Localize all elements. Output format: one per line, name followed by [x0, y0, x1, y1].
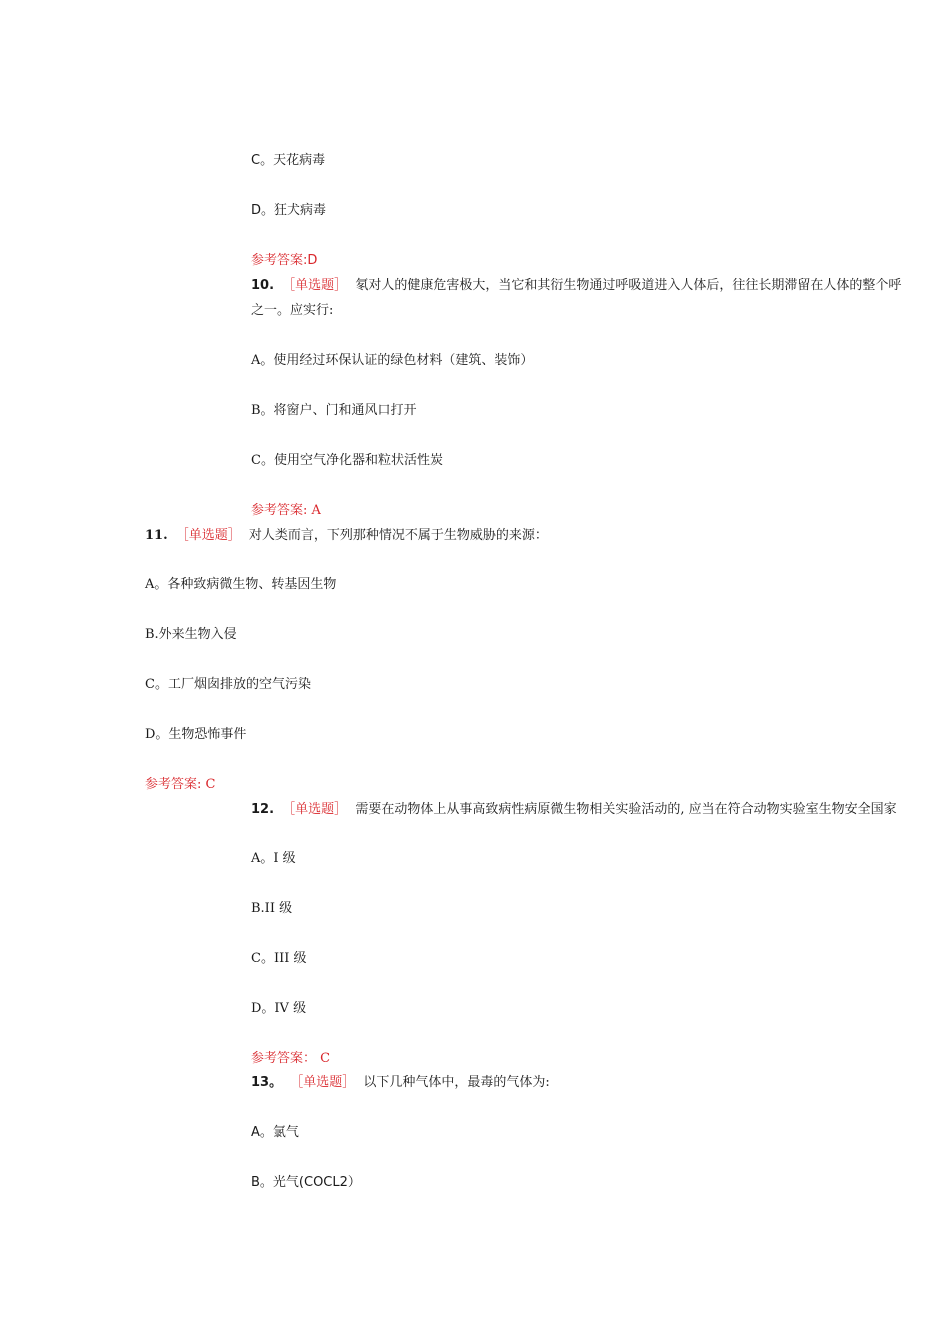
q9-option-c: C。天花病毒 [251, 153, 326, 168]
q10-option-c: C。使用空气净化器和粒状活性炭 [251, 453, 443, 468]
q12-option-b: B.II 级 [251, 901, 293, 916]
q10-question [251, 277, 905, 295]
q11-option-d: D。生物恐怖事件 [145, 727, 247, 742]
q13-text: 以下几种气体中，最毒的气体为: [363, 1075, 550, 1090]
q13-option-a: A。氯气 [251, 1125, 299, 1140]
q10-option-b: B。将窗户、门和通风口打开 [251, 403, 417, 418]
q9-answer-label: 参考答案: [251, 253, 308, 268]
q13-type: ［单选题］ [290, 1075, 356, 1090]
q11-text: 对人类而言，下列那种情况不属于生物威胁的来源： [248, 528, 548, 543]
q10-number: 10. [251, 278, 275, 293]
q11-question [145, 527, 552, 545]
q13-option-b: B。光气(COCL2） [251, 1175, 361, 1190]
q10-text-line1: 氡对人的健康危害极大，当它和其衍生物通过呼吸道进入人体后，往往长期滞留在人体的整个呼 [355, 278, 902, 293]
q10-option-a: A。使用经过环保认证的绿色材料（建筑、装饰） [251, 353, 534, 368]
q11-number: 11. [145, 528, 168, 543]
q9-answer [251, 252, 317, 270]
q11-option-c: C。工厂烟囱排放的空气污染 [145, 677, 311, 692]
q10-text-line2: 之一。应实行: [251, 303, 334, 318]
q12-question [251, 801, 901, 819]
q11-option-a: A。各种致病微生物、转基因生物 [145, 577, 337, 592]
q12-option-d: D。IV 级 [251, 1001, 307, 1016]
q12-number: 12. [251, 802, 275, 817]
q10-answer: 参考答案: A [251, 503, 321, 518]
q11-option-b: B.外来生物入侵 [145, 627, 237, 642]
q12-option-c: C。III 级 [251, 951, 307, 966]
q13-question [251, 1074, 554, 1092]
q9-option-d: D。狂犬病毒 [251, 203, 327, 218]
q12-type: ［单选题］ [282, 802, 348, 817]
q11-type: ［单选题］ [175, 528, 241, 543]
q12-text: 需要在动物体上从事高致病性病原微生物相关实验活动的, 应当在符合动物实验室生物安全国家 [355, 802, 897, 817]
q9-answer-value: D [307, 253, 318, 268]
q10-type: ［单选题］ [282, 278, 348, 293]
q11-answer: 参考答案: C [145, 777, 216, 792]
q12-option-a: A。I 级 [251, 851, 296, 866]
q13-number: 13。 [251, 1075, 283, 1090]
q12-answer: 参考答案： C [251, 1051, 331, 1066]
